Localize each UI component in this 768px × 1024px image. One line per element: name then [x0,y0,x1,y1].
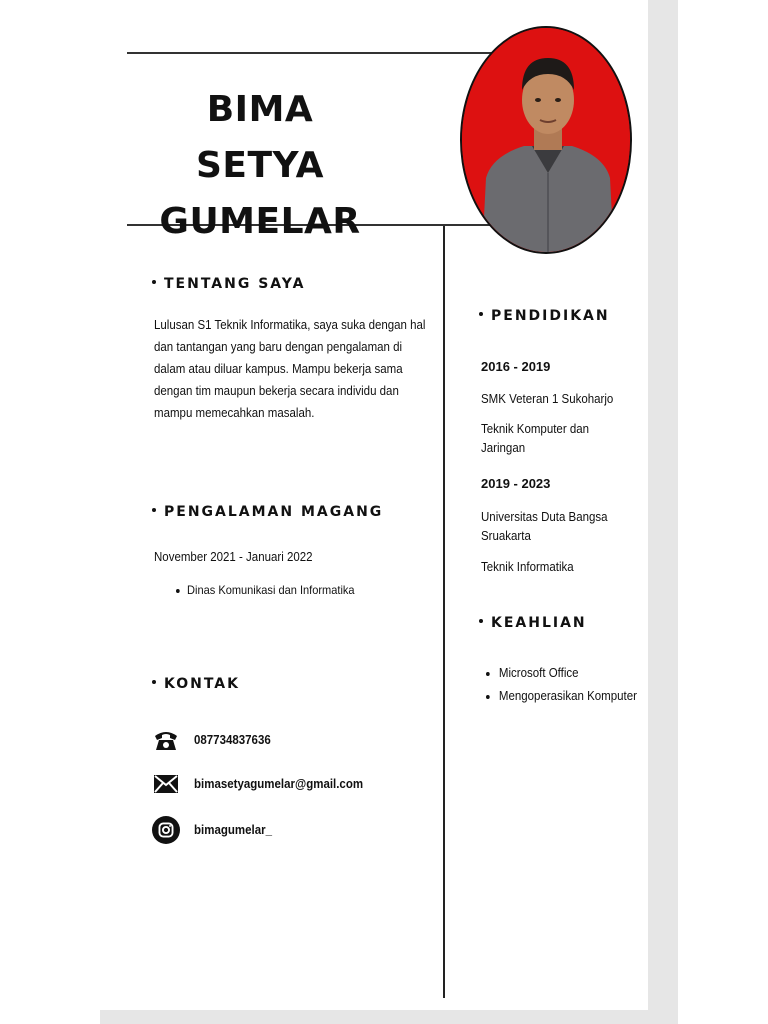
internship-list [176,580,355,600]
about-section-title [152,276,305,292]
phone-icon [152,726,180,754]
contact-instagram-row [152,814,279,846]
about-paragraph: Lulusan S1 Teknik Informatika, saya suka dengan hal dan tantangan yang baru dengan pengalaman di dalam atau diluar kampus. Mampu bekerja sama dengan tim maupun bekerja secara individu dan mampu memecahkan masalah. [154,318,426,420]
skills-section-title [479,615,587,631]
contact-phone-row [152,724,277,756]
education-major-2: Teknik Informatika [481,560,574,574]
skill-item: Mengoperasikan Komputer [486,685,637,708]
candidate-name [140,82,380,250]
bullet-dot [479,312,483,316]
name-line-2: GUMELAR [159,201,361,242]
viewer-gutter-bottom [100,1010,678,1024]
bullet-dot [152,680,156,684]
profile-photo [460,26,632,254]
bullet-dot [479,619,483,623]
about-title-text: TENTANG SAYA [164,276,306,292]
education-years-2: 2019 - 2023 [481,476,551,491]
internship-period: November 2021 - Januari 2022 [154,550,313,564]
name-line-1: BIMA SETYA [195,89,325,186]
instagram-icon [152,816,180,844]
contact-instagram: bimagumelar_ [194,823,272,837]
bullet-dot [152,280,156,284]
education-years-1: 2016 - 2019 [481,359,551,374]
bullet-dot [152,508,156,512]
education-major-1: Teknik Komputer dan Jaringan [481,422,590,455]
education-school-2: Universitas Duta Bangsa Sruakarta [481,510,608,543]
education-title-text: PENDIDIKAN [491,308,610,324]
education-section-title [479,308,610,324]
header-top-rule [127,52,492,54]
skills-list [486,662,637,708]
contact-email-row [152,768,378,800]
education-school-1: SMK Veteran 1 Sukoharjo [481,392,614,406]
internship-section-title [152,504,383,520]
internship-title-text: PENGALAMAN MAGANG [164,504,384,520]
resume-page [100,0,648,1010]
column-divider [443,226,445,998]
viewer-gutter-right [648,0,678,1024]
contact-phone: 087734837636 [194,733,271,747]
envelope-icon [152,770,180,798]
skill-item: Microsoft Office [486,662,637,685]
skills-title-text: KEAHLIAN [491,615,587,631]
person-portrait-icon [462,28,632,254]
internship-item: Dinas Komunikasi dan Informatika [176,580,355,600]
contact-email: bimasetyagumelar@gmail.com [194,777,364,791]
contact-title-text: KONTAK [164,676,240,692]
contact-section-title [152,676,240,692]
